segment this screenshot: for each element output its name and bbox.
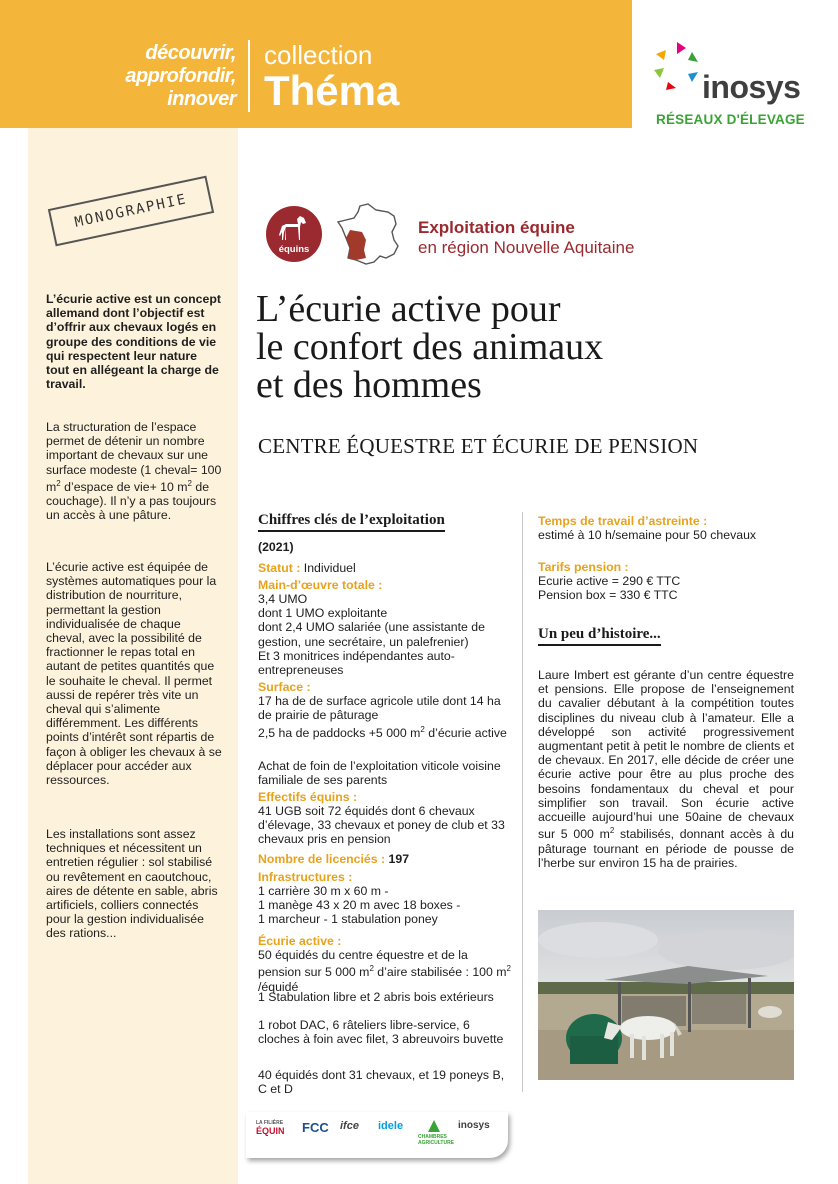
page-subtitle: CENTRE ÉQUESTRE ET ÉCURIE DE PENSION <box>258 434 699 458</box>
partner-logo-prefix: LA FILIÈRE <box>256 1120 284 1126</box>
tagline-line: approfondir, <box>125 65 236 87</box>
partner-logo-word: ÉQUIN <box>256 1126 285 1136</box>
inosys-logo-icon <box>648 38 706 96</box>
france-map-icon <box>336 202 404 268</box>
history-text <box>538 668 794 870</box>
key-figures-heading: Chiffres clés de l’exploitation <box>258 512 445 532</box>
infrastructures-label: Infrastructures : <box>258 870 353 884</box>
header-divider <box>248 40 250 112</box>
column-divider <box>522 512 523 1092</box>
ecurie-active-value <box>258 948 514 994</box>
text-span: La structuration de l’espace permet de détenir un nombre important de chevaux sur une surface modeste (1 cheval= 100 m <box>46 420 222 494</box>
tagline-line: découvrir, <box>145 42 236 64</box>
tagline-line: innover <box>167 88 236 110</box>
horse-photo <box>538 910 794 1080</box>
text-span: d’espace de vie+ 10 m <box>60 479 188 494</box>
title-line: et des hommes <box>256 364 482 406</box>
text-span: de couchage). Il n’y a pas toujours un accès à une pâture. <box>46 479 217 523</box>
equins-label: équins <box>278 244 310 255</box>
licencies-value: 197 <box>388 852 410 866</box>
statut-label <box>258 561 356 575</box>
superscript: 2 <box>369 964 374 974</box>
collection-label: collection <box>264 40 373 70</box>
text-span: 2,5 ha de paddocks +5 000 m <box>258 726 421 741</box>
history-heading: Un peu d’histoire... <box>538 626 661 646</box>
temps-value: estimé à 10 h/semaine pour 50 chevaux <box>538 528 757 542</box>
value-line: dont 1 UMO exploitante <box>258 606 388 621</box>
region-subtitle: en région Nouvelle Aquitaine <box>418 238 635 257</box>
inosys-partner-logo: inosys <box>458 1120 490 1131</box>
key-figures-year: (2021) <box>258 540 294 554</box>
statut-value: Individuel <box>303 561 356 575</box>
effectifs-value: 41 UGB soit 72 équidés dont 6 chevaux d’élevage, 33 chevaux et poney de club et 33 chevaux pris en pension <box>258 804 505 847</box>
sidebar-paragraph: Les installations sont assez techniques et nécessitent un entretien régulier : sol stabilisé ou revêtement en caoutchouc, aires de détente en sable, abris artificiels, colliers connectés pour la gestion individualisée des rations... <box>46 827 218 941</box>
value-line: dont 2,4 UMO salariée (une assistante de gestion, une secrétaire, un palefrenier) <box>258 620 485 649</box>
surface-value: 17 ha de de surface agricole utile dont 14 ha de prairie de pâturage <box>258 694 501 723</box>
temps-label: Temps de travail d’astreinte : <box>538 514 708 528</box>
main-oeuvre-label: Main-d’œuvre totale : <box>258 578 383 592</box>
monographie-stamp: MONOGRAPHIE <box>48 176 214 247</box>
surface-label: Surface : <box>258 680 311 694</box>
ifce-logo: ifce <box>340 1120 359 1132</box>
value-line: Et 3 monitrices indépendantes auto-entrepreneuses <box>258 648 455 678</box>
collection-title: Théma <box>264 67 400 114</box>
value-line: 1 carrière 30 m x 60 m - <box>258 884 389 898</box>
licencies-label <box>258 852 409 866</box>
label-text: Nombre de licenciés : <box>258 852 386 866</box>
ecurie-active-value: 40 équidés dont 31 chevaux, et 19 poneys B, C et D <box>258 1068 505 1097</box>
effectifs-label: Effectifs équins : <box>258 790 358 804</box>
title-line: le confort des animaux <box>256 326 604 368</box>
text-span: Laure Imbert est gérante d’un centre équestre et pensions. Elle propose de l’enseignement du cavalier débutant à la compétition toutes disciplines du niveau club à l’amateur. Elle a développé son activité progressivement augmentant petit à petit le nombre de clients et de chevaux. En 2017, elle décide de créer une écurie active pour être au plus proche des besoins fondamentaux du cheval et pour simplifier son travail. Son écurie active accueille aujourd’hui une 50aine de chevaux sur 5 000 m <box>538 668 794 842</box>
tagline <box>58 42 236 111</box>
page-title <box>256 290 776 404</box>
idele-logo: idele <box>378 1120 404 1132</box>
text-span: stabilisés, donnant accès à du pâturage tournant en période de pousse de l’herbe sur environ 15 ha de prairies. <box>538 827 794 870</box>
partner-logos <box>246 1112 508 1158</box>
title-line: L’écurie active pour <box>256 288 561 330</box>
superscript: 2 <box>506 964 511 974</box>
fcc-logo: FCC <box>302 1120 329 1135</box>
sidebar-paragraph: L’écurie active est équipée de systèmes automatiques pour la distribution de nourriture, permettant la gestion individualisée de chaque cheval, avec la possibilité de fractionner le repas total en autant de petites quantités que le souhaite le cheval. Il permet aussi de repérer très vite un cheval qui s’alimente différemment. Les différents points d’intérêt sont répartis de façon à obliger les chevaux à se déplacer pour accéder aux ressources. <box>46 560 222 788</box>
text-span: 50 équidés du centre équestre et de la pension sur 5 000 m <box>258 948 468 980</box>
chambres-agriculture-icon <box>426 1118 442 1134</box>
superscript: 2 <box>56 478 61 488</box>
surface-value: Achat de foin de l’exploitation viticole voisine familiale de ses parents <box>258 759 501 788</box>
logo-name: inosys <box>702 69 801 105</box>
logo-subtitle: RÉSEAUX D'ÉLEVAGE <box>656 112 805 127</box>
infrastructures-value <box>258 884 514 927</box>
surface-value <box>258 723 514 740</box>
text-span: /équidé <box>258 979 299 994</box>
text-span: d’aire stabilisée : 100 m <box>373 965 507 980</box>
value-line: 1 marcheur - 1 stabulation poney <box>258 912 438 927</box>
tarifs-value <box>538 574 794 602</box>
chambres-agriculture-logo: CHAMBRES AGRICULTURE <box>418 1134 455 1146</box>
region-title: Exploitation équine <box>418 218 575 237</box>
horse-icon <box>278 214 310 242</box>
value-line: 1 manège 43 x 20 m avec 18 boxes - <box>258 898 461 913</box>
main-oeuvre-value <box>258 592 514 677</box>
sidebar-intro: L’écurie active est un concept allemand dont l’objectif est d’offrir aux chevaux logés en groupe des conditions de vie qui respectent leur nature tout en allégeant la charge de travail. <box>46 292 221 392</box>
value-line: 3,4 UMO <box>258 592 308 606</box>
tarifs-label: Tarifs pension : <box>538 560 629 574</box>
label-text: Statut : <box>258 561 301 575</box>
filiere-equin-logo <box>256 1120 285 1136</box>
equins-badge <box>266 206 322 262</box>
value-line: Ecurie active = 290 € TTC <box>538 574 681 588</box>
superscript: 2 <box>609 826 615 836</box>
value-line: Pension box = 330 € TTC <box>538 588 678 603</box>
ecurie-active-label: Écurie active : <box>258 934 342 948</box>
sidebar-paragraph <box>46 420 222 523</box>
superscript: 2 <box>420 725 425 734</box>
superscript: 2 <box>187 478 192 488</box>
text-span: d’écurie active <box>424 726 507 741</box>
ecurie-active-value: 1 Stabulation libre et 2 abris bois extérieurs <box>258 990 494 1004</box>
ecurie-active-value: 1 robot DAC, 6 râteliers libre-service, 6 cloches à foin avec filet, 3 abreuvoirs buvette <box>258 1018 504 1047</box>
